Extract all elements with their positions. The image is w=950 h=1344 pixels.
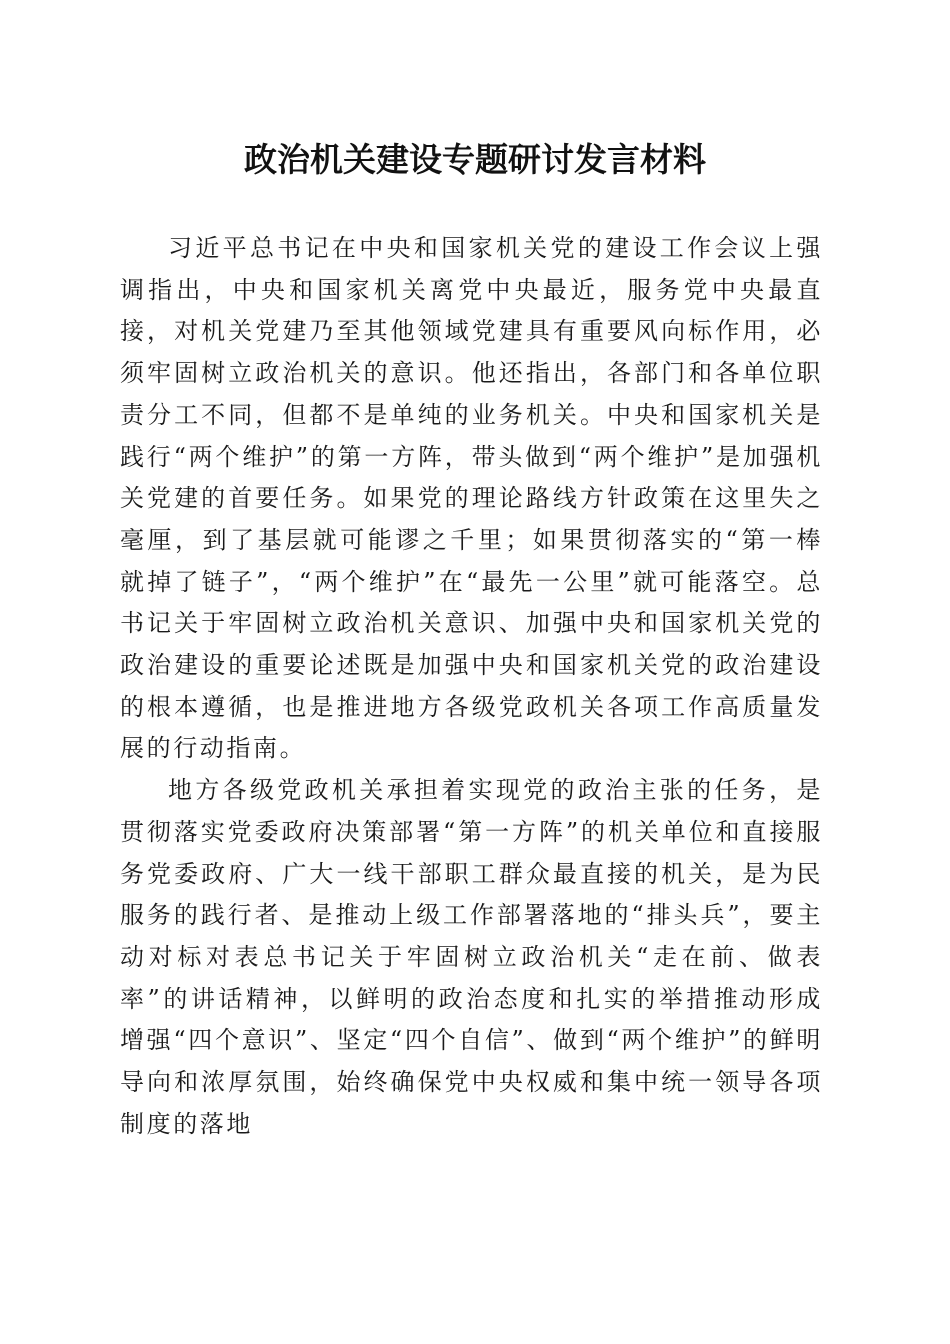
paragraph-1: 习近平总书记在中央和国家机关党的建设工作会议上强调指出，中央和国家机关离党中央最近，服务党中央最直接，对机关党建乃至其他领域党建具有重要风向标作用，必须牢固树立政治机关的意识。他还指出，各部门和各单位职责分工不同，但都不是单纯的业务机关。中央和国家机关是践行“两个维护”的第一方阵，带头做到“两个维护”是加强机关党建的首要任务。如果党的理论路线方针政策在这里失之毫厘，到了基层就可能谬之千里；如果贯彻落实的“第一棒就掉了链子”，“两个维护”在“最先一公里”就可能落空。总书记关于牢固树立政治机关意识、加强中央和国家机关党的政治建设的重要论述既是加强中央和国家机关党的政治建设的根本遵循，也是推进地方各级党政机关各项工作高质量发展的行动指南。 bbox=[120, 234, 823, 763]
paragraph-2: 地方各级党政机关承担着实现党的政治主张的任务，是贯彻落实党委政府决策部署“第一方阵”的机关单位和直接服务党委政府、广大一线干部职工群众最直接的机关，是为民服务的践行者、是推动上级工作部署落地的“排头兵”，要主动对标对表总书记关于牢固树立政治机关“走在前、做表率”的讲话精神，以鲜明的政治态度和扎实的举措推动形成增强“四个意识”、坚定“四个自信”、做到“两个维护”的鲜明导向和浓厚氛围，始终确保党中央权威和集中统一领导各项制度的落地 bbox=[120, 776, 823, 1138]
document-body bbox=[120, 228, 823, 1145]
document-title: 政治机关建设专题研讨发言材料 bbox=[244, 140, 706, 179]
